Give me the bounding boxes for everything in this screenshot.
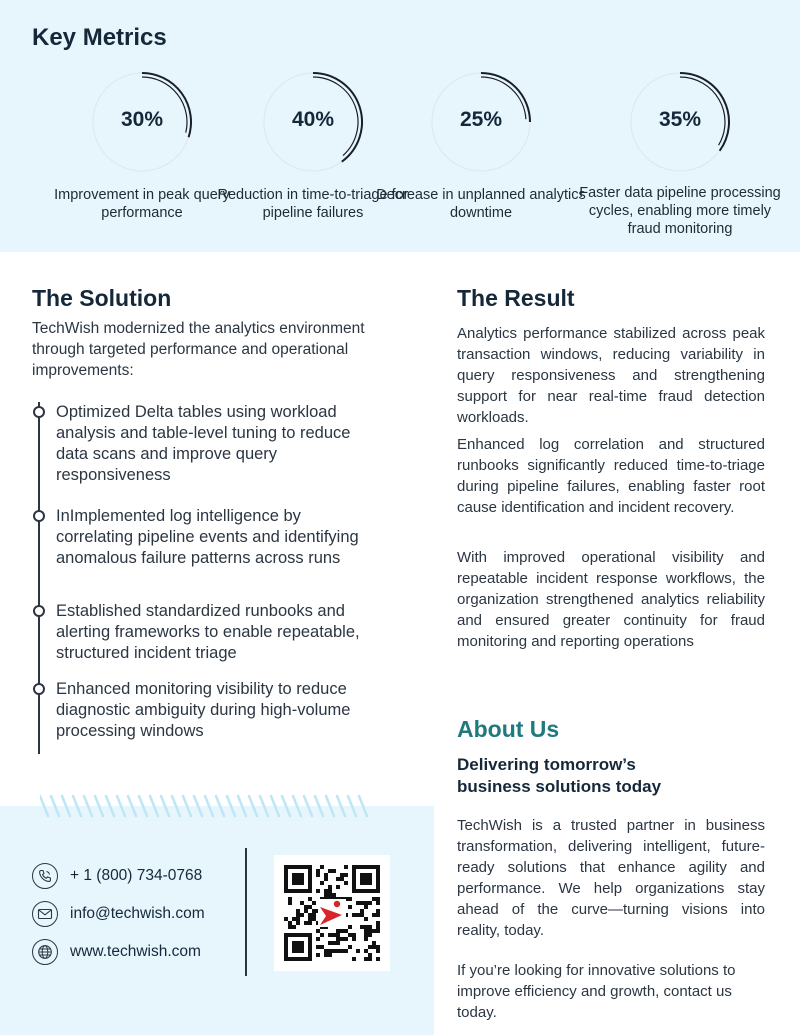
timeline-bullet [33, 605, 45, 617]
qr-module [376, 957, 380, 961]
qr-module [308, 917, 312, 921]
qr-module [312, 901, 316, 905]
qr-module [328, 949, 332, 953]
stripe [326, 796, 334, 816]
qr-module [364, 905, 368, 909]
qr-module [292, 877, 296, 881]
qr-module [292, 881, 296, 885]
qr-module [284, 937, 288, 941]
stripe [282, 796, 290, 816]
qr-module [308, 937, 312, 941]
stripe [40, 796, 48, 816]
metric-label: Faster data pipeline processing cycles, enabling more timely fraud monitoring [579, 185, 781, 237]
solution-point: InImplemented log intelligence by correlating pipeline events and identifying anomalous failure patterns across runs [56, 507, 359, 567]
qr-module [352, 877, 356, 881]
stripe [271, 796, 279, 816]
timeline-bullet [33, 510, 45, 522]
qr-module [316, 869, 320, 873]
stripe [249, 796, 257, 816]
qr-module [376, 881, 380, 885]
qr-module [292, 957, 296, 961]
qr-module [356, 949, 360, 953]
qr-module [296, 921, 300, 925]
stripe [106, 796, 114, 816]
qr-module [316, 889, 320, 893]
qr-module [364, 933, 368, 937]
progress-ring [628, 70, 732, 174]
qr-module [364, 957, 368, 961]
qr-module [284, 953, 288, 957]
qr-module [328, 953, 332, 957]
qr-module [364, 889, 368, 893]
qr-module [296, 949, 300, 953]
qr-module [284, 873, 288, 877]
stripe [205, 796, 213, 816]
qr-module [336, 885, 340, 889]
qr-module [284, 865, 288, 869]
qr-module [368, 929, 372, 933]
qr-module [304, 957, 308, 961]
stripe [172, 796, 180, 816]
qr-module [364, 949, 368, 953]
decorative-stripes [40, 792, 440, 822]
qr-module [312, 917, 316, 921]
qr-module [340, 873, 344, 877]
qr-module [372, 897, 376, 901]
qr-module [368, 873, 372, 877]
qr-module [296, 945, 300, 949]
stripe [51, 796, 59, 816]
qr-module [300, 945, 304, 949]
timeline-bullet [33, 683, 45, 695]
qr-module [296, 933, 300, 937]
qr-module [340, 949, 344, 953]
qr-module [308, 933, 312, 937]
qr-module [376, 913, 380, 917]
qr-module [376, 877, 380, 881]
qr-module [372, 865, 376, 869]
qr-module [372, 889, 376, 893]
metric-value: 35% [658, 108, 702, 131]
qr-module [308, 957, 312, 961]
qr-module [376, 869, 380, 873]
stripe [73, 796, 81, 816]
qr-module [284, 945, 288, 949]
qr-module [340, 929, 344, 933]
result-title: The Result [457, 285, 575, 311]
qr-module [288, 897, 292, 901]
stripe [150, 796, 158, 816]
qr-module [324, 873, 328, 877]
qr-module [360, 925, 364, 929]
qr-module [360, 881, 364, 885]
qr-module [328, 889, 332, 893]
stripe [84, 796, 92, 816]
qr-module [288, 921, 292, 925]
phone-icon [32, 863, 58, 889]
qr-module [300, 877, 304, 881]
qr-module [376, 945, 380, 949]
metric-value: 30% [120, 108, 164, 131]
qr-module [292, 917, 296, 921]
qr-module [352, 933, 356, 937]
qr-module [344, 949, 348, 953]
qr-module [324, 949, 328, 953]
qr-module [328, 885, 332, 889]
solution-point: Optimized Delta tables using workload analysis and table-level tuning to reduce data scans and improve query responsiveness [56, 403, 351, 484]
qr-module [368, 953, 372, 957]
qr-module [344, 881, 348, 885]
qr-module [368, 957, 372, 961]
qr-module [300, 913, 304, 917]
qr-module [364, 877, 368, 881]
qr-module [312, 909, 316, 913]
qr-module [324, 877, 328, 881]
about-title: About Us [457, 716, 560, 742]
qr-module [288, 889, 292, 893]
qr-module [308, 885, 312, 889]
qr-module [324, 893, 328, 897]
qr-module [364, 929, 368, 933]
qr-module [360, 865, 364, 869]
qr-module [328, 941, 332, 945]
qr-module [308, 953, 312, 957]
qr-module [308, 945, 312, 949]
qr-module [348, 905, 352, 909]
qr-module [296, 873, 300, 877]
qr-module [320, 865, 324, 869]
qr-module [368, 865, 372, 869]
qr-module [284, 933, 288, 937]
solution-intro: TechWish modernized the analytics environment through targeted performance and operational improvements: [32, 320, 365, 379]
metric-label: Decrease in unplanned analytics downtime [376, 187, 586, 221]
qr-code[interactable] [274, 855, 390, 971]
qr-module [368, 889, 372, 893]
qr-module [356, 901, 360, 905]
qr-module [284, 885, 288, 889]
about-paragraph: TechWish is a trusted partner in business transformation, delivering intelligent, future-ready solutions that enhance agility and performance. We help organizations stay ahead of the curve—turning visions into reality, today. [457, 817, 765, 939]
qr-module [308, 921, 312, 925]
stripe [95, 796, 103, 816]
qr-module [376, 909, 380, 913]
qr-module [300, 901, 304, 905]
qr-module [284, 941, 288, 945]
qr-module [328, 869, 332, 873]
qr-module [316, 937, 320, 941]
stripe [194, 796, 202, 816]
qr-module [360, 913, 364, 917]
qr-module [336, 941, 340, 945]
qr-module [308, 865, 312, 869]
qr-module [304, 865, 308, 869]
mail-icon [32, 901, 58, 927]
qr-logo [318, 899, 346, 927]
qr-module [332, 869, 336, 873]
stripe [139, 796, 147, 816]
qr-module [368, 925, 372, 929]
qr-module [296, 865, 300, 869]
qr-module [308, 869, 312, 873]
solution-point: Established standardized runbooks and alerting frameworks to enable repeatable, structured incident triage [56, 602, 360, 662]
qr-module [344, 937, 348, 941]
qr-module [316, 873, 320, 877]
qr-module [368, 945, 372, 949]
qr-module [292, 941, 296, 945]
qr-module [296, 881, 300, 885]
qr-module [340, 937, 344, 941]
qr-module [336, 949, 340, 953]
contact-divider [245, 848, 247, 976]
qr-module [376, 865, 380, 869]
qr-module [344, 865, 348, 869]
qr-module [352, 881, 356, 885]
qr-module [320, 881, 324, 885]
qr-module [360, 909, 364, 913]
qr-module [352, 885, 356, 889]
qr-module [368, 877, 372, 881]
qr-module [324, 953, 328, 957]
qr-module [360, 877, 364, 881]
qr-module [356, 913, 360, 917]
qr-module [320, 945, 324, 949]
globe-icon [32, 939, 58, 965]
qr-module [344, 873, 348, 877]
qr-module [364, 917, 368, 921]
qr-module [368, 881, 372, 885]
progress-ring [429, 70, 533, 174]
qr-module [292, 933, 296, 937]
timeline-line [38, 402, 40, 754]
email-address[interactable]: info@techwish.com [70, 905, 205, 922]
qr-module [288, 865, 292, 869]
qr-module [336, 877, 340, 881]
qr-module [360, 873, 364, 877]
qr-module [292, 945, 296, 949]
qr-module [352, 869, 356, 873]
qr-module [284, 881, 288, 885]
qr-module [376, 885, 380, 889]
qr-module [300, 873, 304, 877]
qr-module [368, 901, 372, 905]
qr-module [352, 913, 356, 917]
qr-module [292, 865, 296, 869]
metric-value: 25% [459, 108, 503, 131]
qr-module [308, 881, 312, 885]
qr-module [316, 929, 320, 933]
qr-module [360, 889, 364, 893]
qr-module [292, 889, 296, 893]
qr-module [372, 929, 376, 933]
about-subtitle: Delivering tomorrow’s business solutions today [457, 755, 662, 796]
qr-module [364, 873, 368, 877]
website-url[interactable]: www.techwish.com [70, 943, 201, 960]
qr-module [304, 921, 308, 925]
qr-module [304, 889, 308, 893]
qr-module [352, 889, 356, 893]
qr-module [324, 889, 328, 893]
qr-module [284, 957, 288, 961]
qr-module [316, 953, 320, 957]
qr-module [352, 873, 356, 877]
qr-module [360, 901, 364, 905]
stripe [128, 796, 136, 816]
qr-module [336, 937, 340, 941]
phone-number[interactable]: + 1 (800) 734-0768 [70, 867, 203, 884]
qr-module [328, 893, 332, 897]
qr-module [292, 925, 296, 929]
stripe [62, 796, 70, 816]
qr-module [372, 941, 376, 945]
qr-module [300, 889, 304, 893]
qr-module [376, 897, 380, 901]
qr-module [348, 897, 352, 901]
stripe [359, 796, 367, 816]
qr-module [296, 913, 300, 917]
stripe [348, 796, 356, 816]
qr-module [344, 929, 348, 933]
qr-module [304, 905, 308, 909]
qr-module [364, 925, 368, 929]
qr-module [308, 877, 312, 881]
qr-module [376, 873, 380, 877]
qr-module [332, 933, 336, 937]
qr-module [332, 949, 336, 953]
qr-module [312, 913, 316, 917]
qr-module [304, 909, 308, 913]
qr-module [376, 901, 380, 905]
qr-module [328, 933, 332, 937]
qr-module [316, 945, 320, 949]
qr-module [288, 933, 292, 937]
qr-module [352, 865, 356, 869]
qr-module [376, 925, 380, 929]
qr-module [352, 937, 356, 941]
result-paragraph: Enhanced log correlation and structured runbooks significantly reduced time-to-triage during pipeline failures, enabling faster root cause identification and incident recovery. [457, 436, 765, 516]
qr-module [332, 941, 336, 945]
qr-module [356, 865, 360, 869]
qr-module [284, 877, 288, 881]
qr-module [332, 893, 336, 897]
qr-module [304, 933, 308, 937]
qr-module [296, 909, 300, 913]
metric-label: Reduction in time-to-triage for pipeline failures [217, 187, 409, 221]
stripe [337, 796, 345, 816]
stripe [183, 796, 191, 816]
qr-module [348, 933, 352, 937]
qr-module [300, 941, 304, 945]
qr-module [340, 877, 344, 881]
qr-module [296, 889, 300, 893]
qr-module [296, 877, 300, 881]
key-metrics-title: Key Metrics [32, 24, 167, 51]
qr-module [292, 873, 296, 877]
stripe [304, 796, 312, 816]
qr-module [308, 889, 312, 893]
qr-module [376, 949, 380, 953]
qr-module [300, 865, 304, 869]
stripe [161, 796, 169, 816]
stripe [238, 796, 246, 816]
solution-title: The Solution [32, 285, 172, 311]
qr-module [288, 957, 292, 961]
qr-code-graphic [284, 865, 380, 961]
qr-module [300, 957, 304, 961]
stripe [216, 796, 224, 816]
qr-module [364, 865, 368, 869]
about-paragraph: If you’re looking for innovative solutions to improve efficiency and growth, contact us today. [457, 962, 736, 1021]
qr-module [368, 933, 372, 937]
qr-module [292, 949, 296, 953]
qr-module [348, 945, 352, 949]
qr-module [284, 869, 288, 873]
qr-module [284, 917, 288, 921]
qr-module [364, 881, 368, 885]
qr-module [308, 873, 312, 877]
qr-module [376, 889, 380, 893]
solution-point: Enhanced monitoring visibility to reduce diagnostic ambiguity during high-volume processing windows [56, 680, 351, 740]
qr-module [336, 929, 340, 933]
result-paragraph: Analytics performance stabilized across peak transaction windows, reducing variability in query responsiveness and strengthening support for near real-time fraud detection workloads. [457, 325, 765, 426]
qr-module [308, 941, 312, 945]
qr-module [308, 905, 312, 909]
qr-module [308, 897, 312, 901]
metric-value: 40% [291, 108, 335, 131]
qr-module [356, 889, 360, 893]
qr-module [352, 957, 356, 961]
qr-module [364, 937, 368, 941]
stripe [117, 796, 125, 816]
qr-module [288, 901, 292, 905]
qr-module [296, 917, 300, 921]
stripe [227, 796, 235, 816]
qr-module [336, 933, 340, 937]
qr-module [348, 925, 352, 929]
qr-module [296, 957, 300, 961]
qr-module [376, 929, 380, 933]
timeline-bullet [33, 406, 45, 418]
qr-module [284, 889, 288, 893]
stripe [260, 796, 268, 816]
progress-ring [261, 70, 365, 174]
qr-module [308, 913, 312, 917]
qr-module [320, 933, 324, 937]
qr-module [288, 925, 292, 929]
qr-module [372, 945, 376, 949]
metric-label: Improvement in peak query performance [54, 187, 230, 221]
qr-module [296, 941, 300, 945]
progress-ring [90, 70, 194, 174]
qr-module [364, 901, 368, 905]
qr-module [308, 949, 312, 953]
qr-module [300, 881, 304, 885]
qr-module [372, 913, 376, 917]
qr-module [300, 949, 304, 953]
result-paragraph: With improved operational visibility and repeatable incident response workflows, the organization strengthened analytics reliability and ensured greater continuity for fraud monitoring and reporting operations [457, 549, 765, 650]
qr-module [300, 933, 304, 937]
stripe [293, 796, 301, 816]
stripe [315, 796, 323, 816]
qr-module [376, 921, 380, 925]
qr-module [284, 949, 288, 953]
